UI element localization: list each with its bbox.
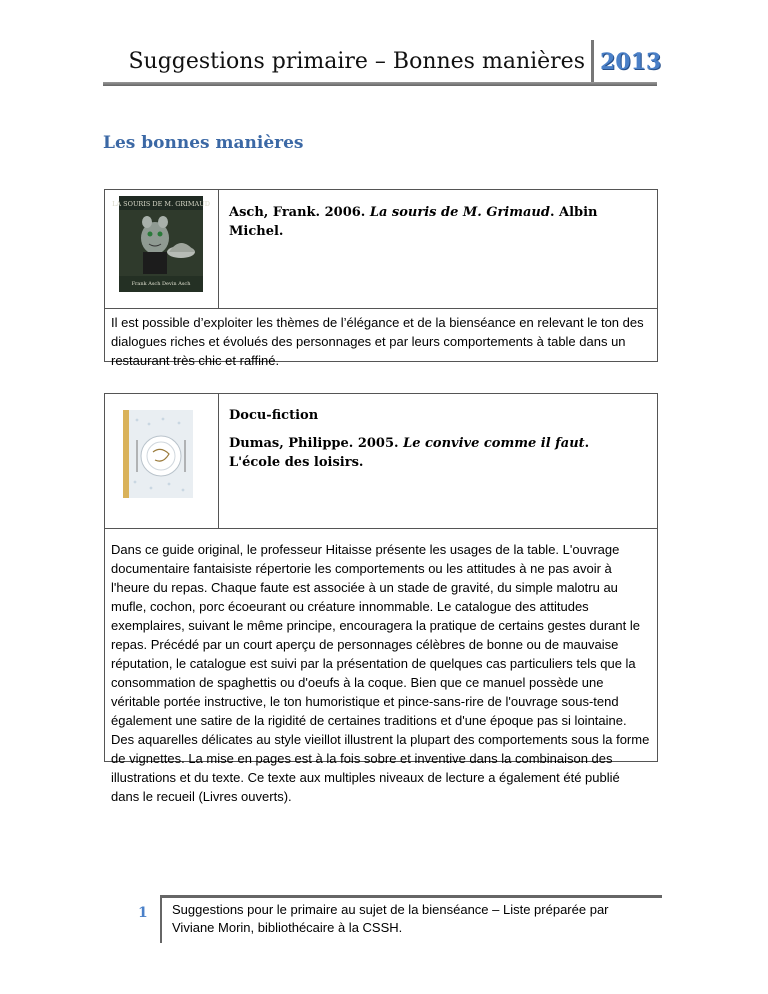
book-reference — [229, 203, 649, 241]
reference-author-year: Asch, Frank. 2006. — [229, 205, 370, 220]
reference-title: Le convive comme il faut — [403, 436, 585, 451]
book-entry — [104, 189, 658, 368]
reference-title: La souris de M. Grimaud — [369, 205, 550, 220]
reference-publisher: . Albin Michel. — [229, 205, 598, 239]
page-header — [0, 0, 768, 100]
cover-author-text: Frank Asch Devin Asch — [131, 281, 191, 287]
footer-separator — [160, 895, 162, 943]
footer-rule — [160, 895, 662, 898]
page-number: 1 — [138, 905, 148, 921]
book-entry — [104, 393, 658, 804]
header-title: Suggestions primaire – Bonnes manières — [128, 49, 585, 74]
book-reference — [229, 434, 629, 472]
cover-cell — [105, 190, 219, 308]
section-title: Les bonnes manières — [103, 133, 304, 153]
book-description: Il est possible d’exploiter les thèmes de l’élégance et de la bienséance en relevant le ton des dialogues riches et évolués des personnages et par leurs comportements à table dans un restaurant très chic et raffiné. — [111, 315, 644, 368]
reference-publisher: . L'école des loisirs. — [229, 436, 590, 470]
cover-cell — [105, 394, 219, 528]
cover-title-text: LA SOURIS DE M. GRIMAUD — [112, 200, 210, 208]
header-rule — [103, 82, 657, 86]
header-separator — [591, 40, 594, 84]
footer-text: Suggestions pour le primaire au sujet de la bienséance – Liste préparée par Viviane Morin, bibliothécaire à la CSSH. — [172, 902, 609, 935]
book-cover-image — [123, 410, 193, 498]
book-cover-image — [112, 196, 210, 292]
book-description: Dans ce guide original, le professeur Hitaisse présente les usages de la table. L'ouvrage documentaire fantaisiste répertorie les comportements ou les attitudes à ne pas avoir à l'heure du repas. Chaque faute est associée à un stade de gravité, du simple malotru au mufle, cochon, porc écoeurant ou créature innommable. Le catalogue des attitudes exemplaires, suivant le même principe, encouragera la pratique de certains gestes durant le repas. Précédé par un court aperçu de personnages célèbres de bonne ou de mauvaise réputation, le catalogue est suivi par la présentation de quelques cas particuliers tels que la consommation de spaghettis ou d'oeufs à la coque. Bien que ce manuel possède une véritable portée instructive, le ton humoristique et pince-sans-rire de l'ouvrage sous-tend également une satire de la rigidité de certaines traditions et d'une époque pas si lointaine. Des aquarelles délicates au style vieillot illustrent la plupart des comportements sous la forme de vignettes. La mise en pages est à la fois sobre et inventive dans la combinaison des illustrations et du texte. Ce texte aux multiples niveaux de lecture a également été publié dans le recueil (Livres ouverts). — [111, 542, 650, 804]
cell-divider — [105, 308, 657, 309]
book-genre: Docu-fiction — [229, 408, 319, 423]
reference-author-year: Dumas, Philippe. 2005. — [229, 436, 404, 451]
header-year: 2013 — [600, 49, 662, 75]
cell-divider — [105, 528, 657, 529]
